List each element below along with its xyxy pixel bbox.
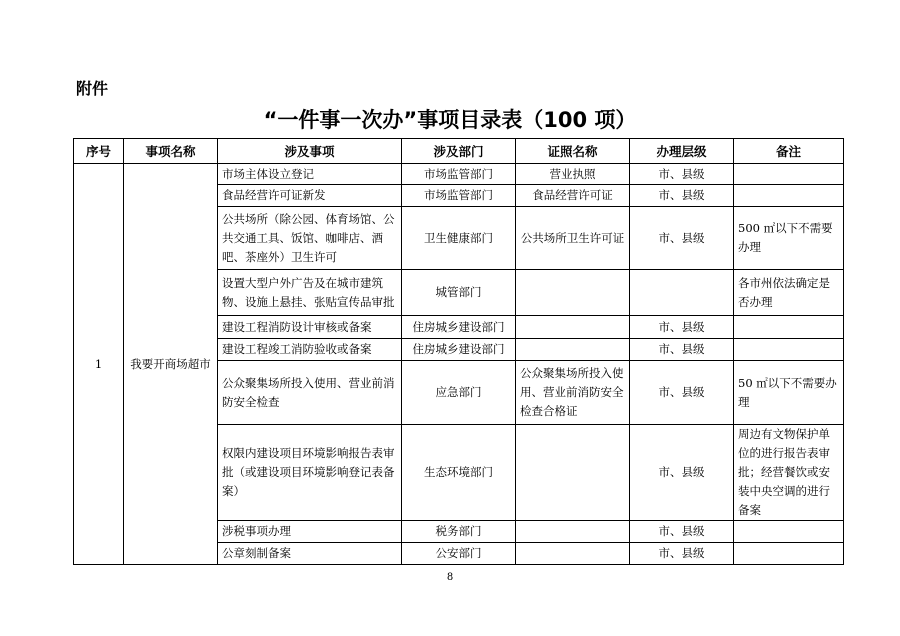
row-note: 各市州依法确定是否办理	[734, 270, 844, 316]
row-license	[516, 339, 630, 361]
row-item: 市场主体设立登记	[218, 164, 402, 185]
row-item: 建设工程消防设计审核或备案	[218, 316, 402, 339]
row-department: 市场监管部门	[402, 164, 516, 185]
row-department: 税务部门	[402, 521, 516, 543]
row-level: 市、县级	[630, 425, 734, 521]
row-item: 食品经营许可证新发	[218, 185, 402, 207]
row-note	[734, 339, 844, 361]
row-license	[516, 270, 630, 316]
row-department: 卫生健康部门	[402, 207, 516, 270]
row-license: 公众聚集场所投入使用、营业前消防安全检查合格证	[516, 361, 630, 425]
row-department: 应急部门	[402, 361, 516, 425]
group-name: 我要开商场超市	[124, 164, 218, 565]
table-row	[74, 164, 844, 185]
annex-label: 附件	[76, 79, 109, 98]
row-note	[734, 543, 844, 565]
row-license	[516, 543, 630, 565]
header-license: 证照名称	[516, 139, 630, 164]
row-department: 生态环境部门	[402, 425, 516, 521]
page-number: 8	[446, 572, 454, 583]
row-item: 公众聚集场所投入使用、营业前消防安全检查	[218, 361, 402, 425]
row-level: 市、县级	[630, 361, 734, 425]
item-catalog-table	[73, 138, 844, 565]
header-row	[74, 139, 844, 164]
row-item: 设置大型户外广告及在城市建筑物、设施上悬挂、张贴宣传品审批	[218, 270, 402, 316]
row-level: 市、县级	[630, 207, 734, 270]
row-license: 食品经营许可证	[516, 185, 630, 207]
row-note: 50 ㎡以下不需要办理	[734, 361, 844, 425]
row-item: 公章刻制备案	[218, 543, 402, 565]
row-department: 住房城乡建设部门	[402, 339, 516, 361]
row-item: 涉税事项办理	[218, 521, 402, 543]
row-note: 周边有文物保护单位的进行报告表审批；经营餐饮或安装中央空调的进行备案	[734, 425, 844, 521]
row-level: 市、县级	[630, 164, 734, 185]
row-license: 营业执照	[516, 164, 630, 185]
row-item: 公共场所（除公园、体育场馆、公共交通工具、饭馆、咖啡店、酒吧、茶座外）卫生许可	[218, 207, 402, 270]
row-level: 市、县级	[630, 339, 734, 361]
header-level: 办理层级	[630, 139, 734, 164]
row-license	[516, 425, 630, 521]
document-title: “一件事一次办”事项目录表（100 项）	[263, 108, 637, 132]
row-license	[516, 521, 630, 543]
row-department: 市场监管部门	[402, 185, 516, 207]
row-level	[630, 270, 734, 316]
row-item: 权限内建设项目环境影响报告表审批（或建设项目环境影响登记表备案）	[218, 425, 402, 521]
row-level: 市、县级	[630, 185, 734, 207]
row-license	[516, 316, 630, 339]
row-level: 市、县级	[630, 521, 734, 543]
row-department: 城管部门	[402, 270, 516, 316]
row-level: 市、县级	[630, 543, 734, 565]
row-note	[734, 316, 844, 339]
row-license: 公共场所卫生许可证	[516, 207, 630, 270]
header-department: 涉及部门	[402, 139, 516, 164]
row-note	[734, 185, 844, 207]
row-note: 500 ㎡以下不需要办理	[734, 207, 844, 270]
header-involved-item: 涉及事项	[218, 139, 402, 164]
row-note	[734, 521, 844, 543]
header-number: 序号	[74, 139, 124, 164]
row-item: 建设工程竣工消防验收或备案	[218, 339, 402, 361]
row-note	[734, 164, 844, 185]
row-department: 公安部门	[402, 543, 516, 565]
header-matter-name: 事项名称	[124, 139, 218, 164]
row-level: 市、县级	[630, 316, 734, 339]
header-note: 备注	[734, 139, 844, 164]
group-number: 1	[74, 164, 124, 565]
row-department: 住房城乡建设部门	[402, 316, 516, 339]
